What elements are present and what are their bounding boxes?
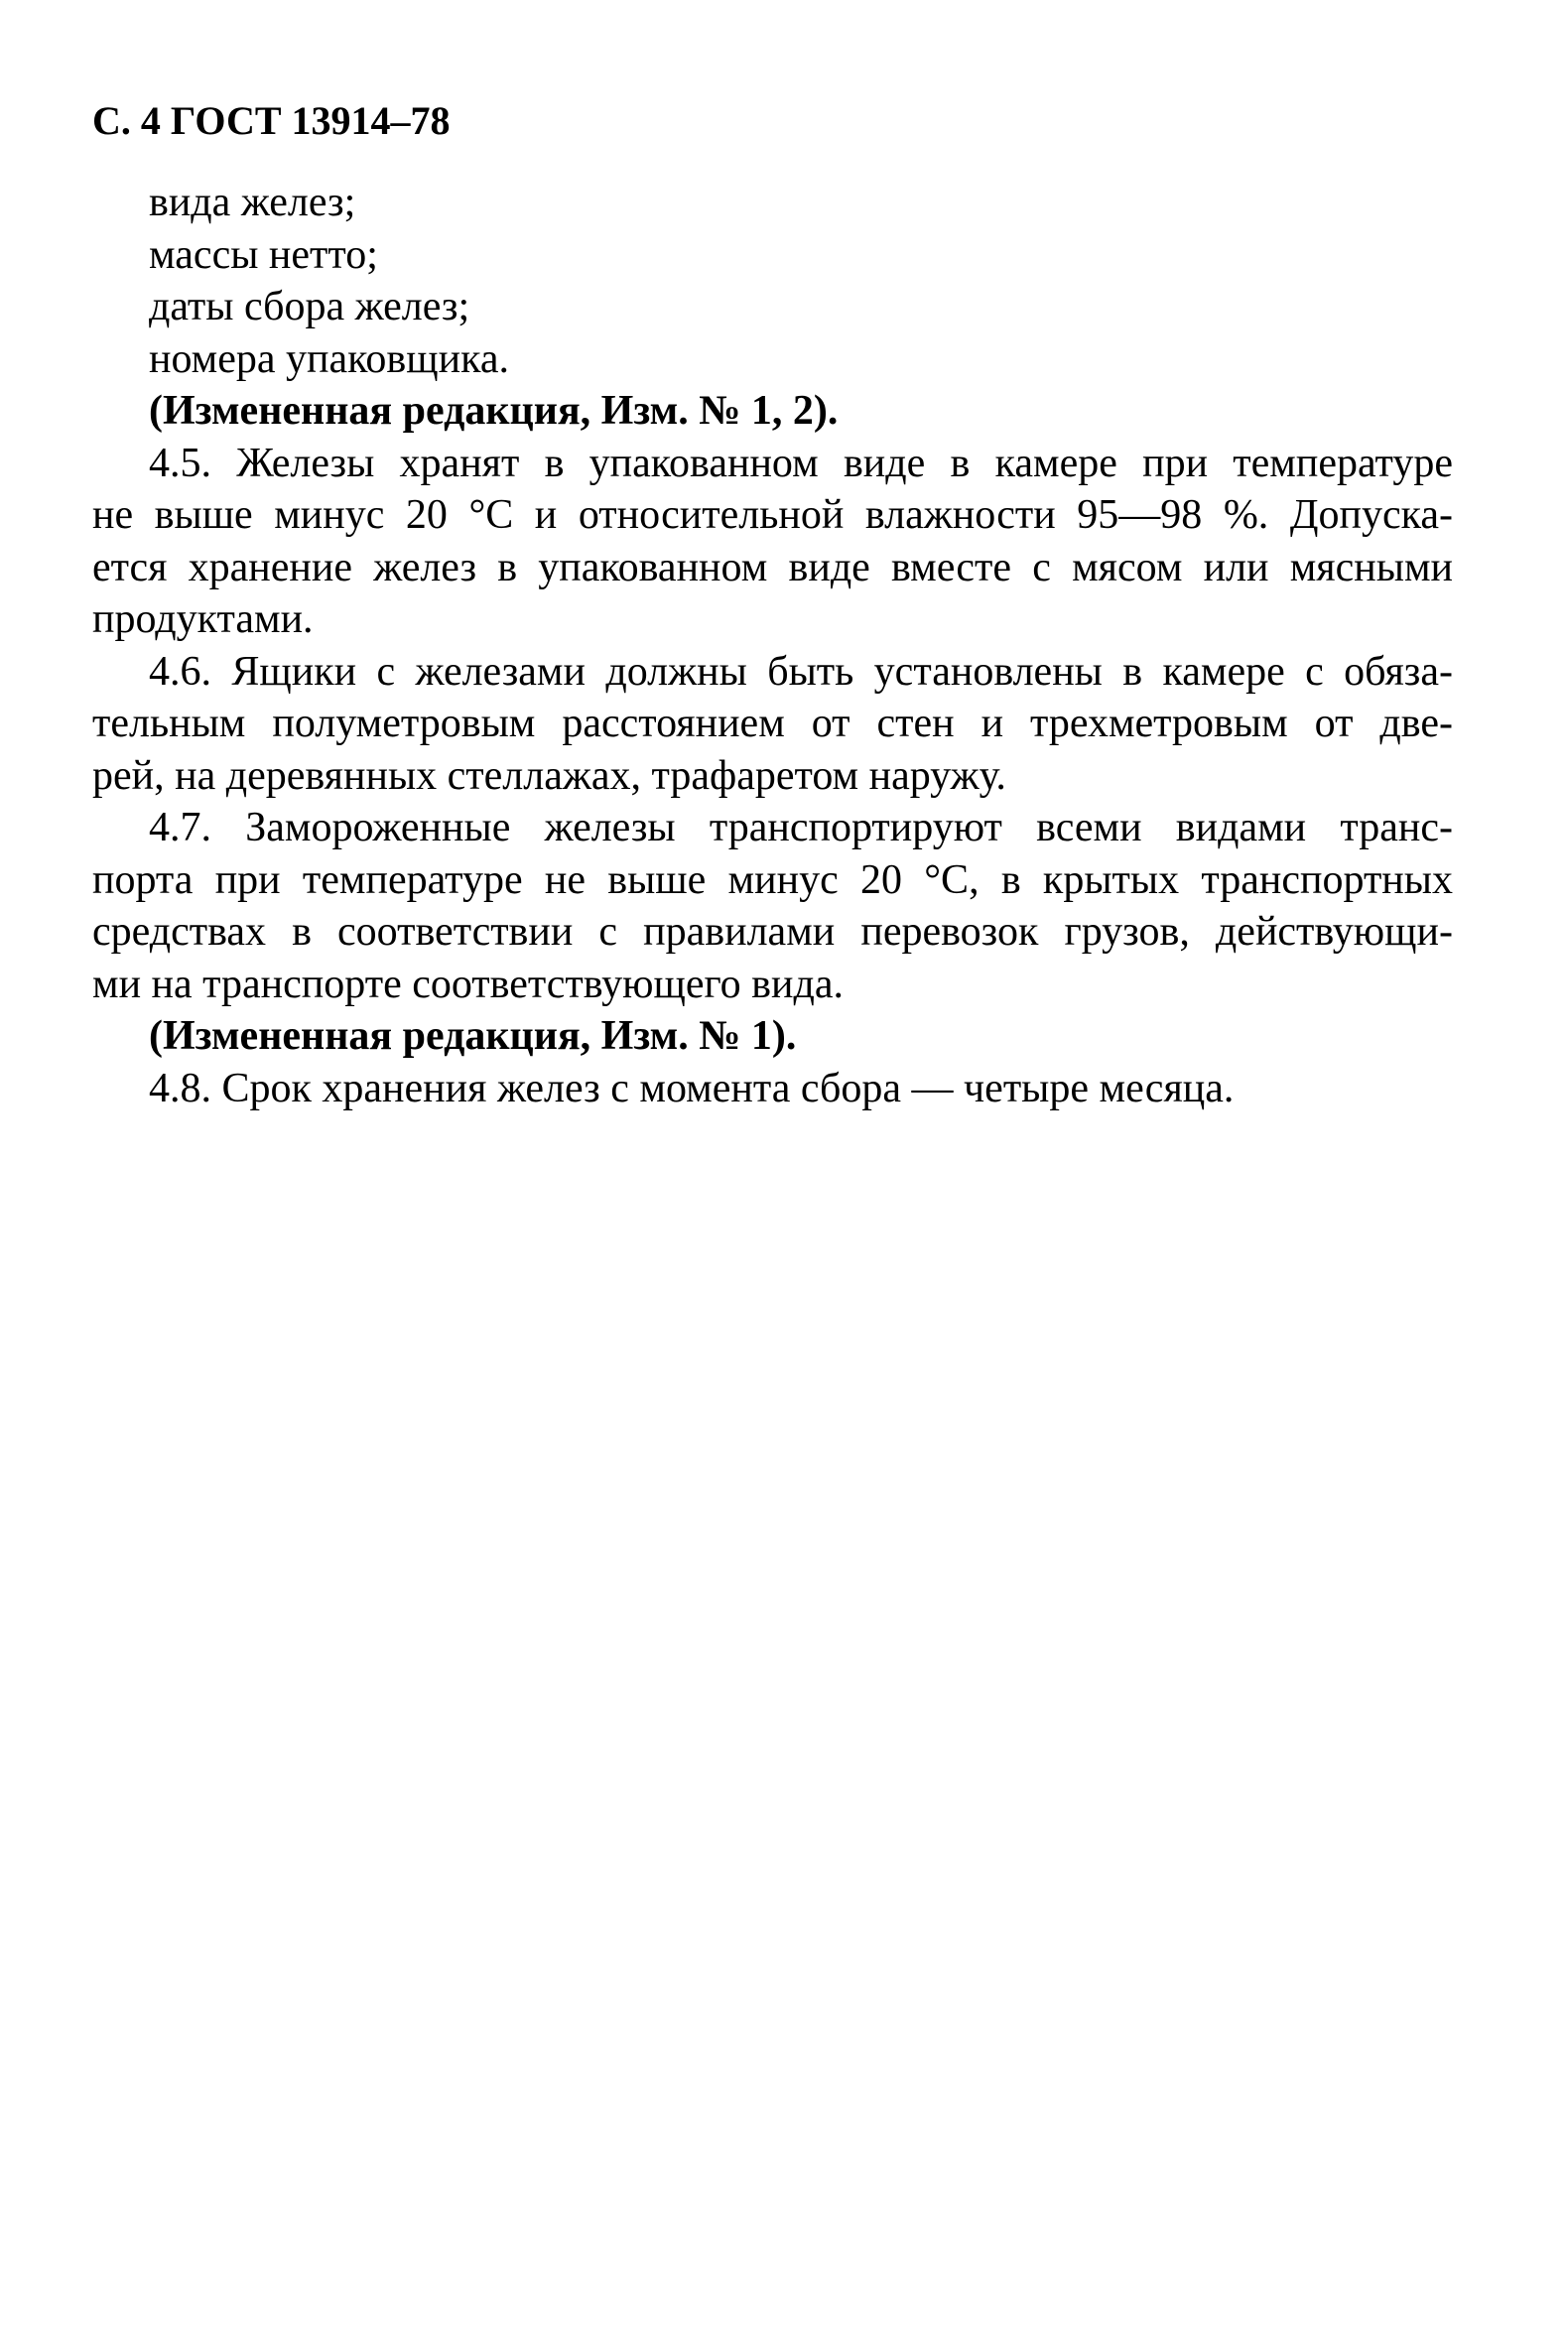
clause-4-6-line: 4.6. Ящики с железами должны быть установлены в камере с обяза- xyxy=(149,648,1453,695)
clause-4-5-line: не выше минус 20 °С и относительной влажности 95—98 %. Допуска- xyxy=(92,492,1453,538)
list-item-packer-number: номера упаковщика. xyxy=(149,335,509,382)
list-item-net-mass: массы нетто; xyxy=(149,231,378,278)
clause-4-7-line: порта при температуре не выше минус 20 °С, в крытых транспортных xyxy=(92,856,1453,903)
clause-4-8-line: 4.8. Срок хранения желез с момента сбора — четыре месяца. xyxy=(149,1065,1235,1111)
document-body xyxy=(92,177,1453,1114)
clause-4-6-line: рей, на деревянных стеллажах, трафаретом наружу. xyxy=(92,752,1006,799)
clause-4-5-line: ется хранение желез в упакованном виде вместе с мясом или мясными xyxy=(92,544,1453,590)
clause-4-5-line: продуктами. xyxy=(92,596,314,642)
clause-4-6-line: тельным полуметровым расстоянием от стен и трехметровым от две- xyxy=(92,701,1453,746)
list-item-type: вида желез; xyxy=(149,180,356,225)
clause-4-7-line: ми на транспорте соответствующего вида. xyxy=(92,961,845,1007)
page-header: С. 4 ГОСТ 13914–78 xyxy=(92,98,451,143)
clause-4-7-line: 4.7. Замороженные железы транспортируют всеми видами транс- xyxy=(149,805,1453,850)
list-item-collection-date: даты сбора желез; xyxy=(149,284,470,329)
clause-4-5-line: 4.5. Железы хранят в упакованном виде в камере при температуре xyxy=(149,440,1453,486)
clause-4-7-line: средствах в соответствии с правилами перевозок грузов, действующи- xyxy=(92,909,1453,955)
amendment-note: (Измененная редакция, Изм. № 1, 2). xyxy=(149,388,839,434)
amendment-note: (Измененная редакция, Изм. № 1). xyxy=(149,1013,797,1059)
